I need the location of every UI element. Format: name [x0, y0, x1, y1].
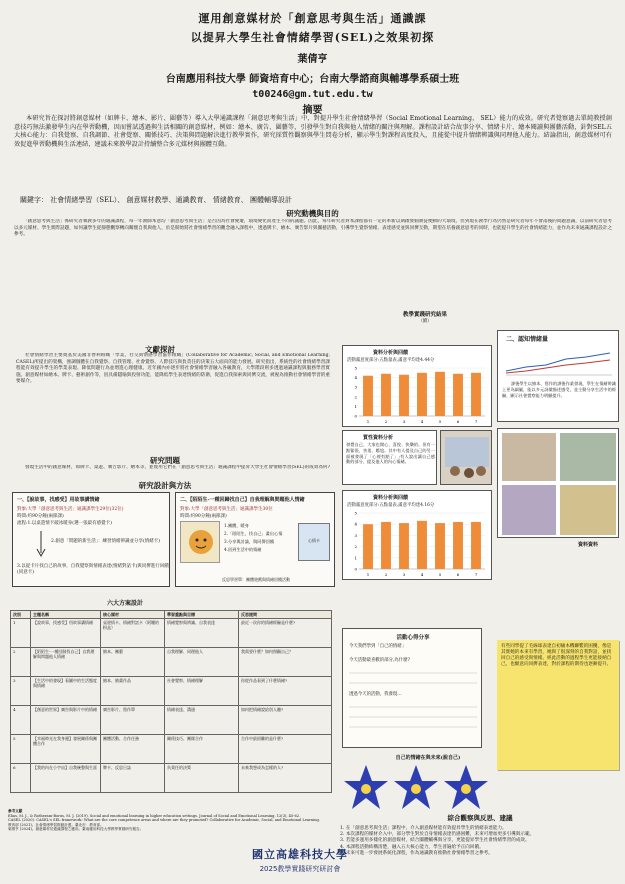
class-photo-1: [440, 430, 492, 485]
photo-label: 資料資料: [578, 542, 599, 548]
y-tick-label: 3: [354, 384, 357, 390]
table-cell: 如何把情緒說給別人聽?: [239, 706, 332, 735]
bar: [363, 376, 373, 416]
worksheet: [342, 628, 482, 748]
abstract-heading: 摘要: [302, 105, 323, 116]
chart-1-svg: [347, 366, 489, 424]
table-cell: 6: [11, 764, 31, 793]
table-cell: 繪本、團藝: [101, 648, 165, 677]
collage-photos-icon: [498, 429, 620, 539]
author: 葉倩亨: [297, 54, 328, 65]
title-line-1: 運用創意媒材於「創意思考與生活」通識課: [198, 12, 427, 25]
conclusion-heading: 綜合觀察與反思、建議: [447, 814, 513, 822]
table-cell: 【幸福時光在我身邊】發展關係與團體合作: [31, 735, 101, 764]
bar: [381, 374, 391, 416]
results-subheading: （續）: [418, 319, 432, 324]
table-cell: 情緒覺察與辨識、自我表達: [165, 619, 239, 648]
bar: [417, 373, 427, 416]
table-header-cell: 主題名稱: [31, 611, 101, 619]
reference-item: 葉倩亨 (2024)。創意媒材於通識課程之應用。臺南應用科技大學教學實踐研究報告。: [8, 827, 144, 831]
flow-box2-step3: 3.分享與討論，與同儕回饋: [224, 539, 275, 544]
table-cell: 自我理解、同理他人: [165, 648, 239, 677]
emotion-star-icon: [444, 765, 488, 809]
table-cell: 未來我想成為怎樣的人?: [239, 764, 332, 793]
table-row: [11, 677, 332, 706]
table-header-cell: 學習重點與目標: [165, 611, 239, 619]
bar: [399, 375, 409, 416]
chart-2-subtitle: 活動滿意度部分:五點量表,滿意平均達4.16分: [347, 503, 435, 508]
x-tick-label: 5: [438, 572, 442, 577]
conclusion-item: 1. 在「創意思考與生活」課程中，介入創意媒材能有效提昇學生的情緒表達能力。: [340, 826, 507, 831]
table-row: [11, 648, 332, 677]
x-tick-label: 2: [384, 572, 388, 577]
keywords-label: 關鍵字：: [20, 196, 48, 204]
x-tick-label: 2: [384, 419, 388, 424]
worksheet-line2: 透過今天的活動，我發現…: [349, 692, 402, 697]
conclusion-item: 2. 本次課程的媒材介入中，部分學生對於自身情緒表達仍感困難，未來可增加更多引導與示範。: [340, 832, 535, 838]
table-cell: 廣告影片、寫作單: [101, 706, 165, 735]
flow-step-3: 3.以從卡片找自己的故事，自我覺察與情緒表達(情緒對話卡)與同儕進行回饋(同意卡): [17, 564, 169, 575]
table-cell: 牌卡、反思日誌: [101, 764, 165, 793]
chart-2-heading: 資料分析與回饋: [373, 495, 409, 501]
feedback-text: 發覺自己、大家也開心、喜悅、快樂的。但有一點緊張、害羞、尷尬。其中有人提及自己的另一面被發現了「心裡有點了」;有人說出讓自己感動的部分、提及他人的內心情緒。: [346, 442, 435, 465]
y-tick-label: 0: [354, 413, 357, 419]
conclusion-item: 5. 未來可進一步發展系統化課程，作為通識教育推動社會情緒學習之參考。: [340, 850, 493, 856]
flow-box2-step2: 2.「陌陌生，找自己」畫出心情: [224, 531, 283, 536]
table-cell: 1: [11, 619, 31, 648]
literature-heading: 文獻探討: [145, 345, 175, 354]
table-cell: 社會覺察、情緒理解: [165, 677, 239, 706]
table-cell: 關係技巧、團隊合作: [165, 735, 239, 764]
conclusion-item: 3. 若能多運用多樣化的創意媒材，結合團體輔導與分享，更能提昇學生社會情緒學習的成效。: [340, 838, 530, 844]
bar: [471, 522, 481, 569]
worksheet-title: 活動心得分享: [396, 635, 430, 641]
flow-box1-title: 一、【說故事，找感受】用故事講情緒: [17, 497, 100, 503]
logo-subtitle: 2025教學實踐研究研討會: [259, 865, 341, 873]
table-cell: 最近一次你的情緒經驗是什麼?: [239, 619, 332, 648]
flow-box2-title: 二、【陌陌生-一種回歸找自己】自我理解與問題他人情緒: [180, 497, 305, 503]
y-tick-label: 4: [354, 375, 357, 381]
motivation-text: 「創意思考與生活」係研究者執教多年的通識課程，每一年教師本意均「創意思考與生活」是否因為社會變遷，環境變化而產生不同的議題。因此，每年研究者對本課程都有一定的革新以期啟發個教徒便動的大環境，但到現在教學行為仍然是研究者每年不會落後的問題意識，以前研究者思考以多元媒材、學生實際話題，如何讓學生從靜態觀察轉向關懷自我與他人，於是開始將社會情緒學習的觀念融入課程中，透過牌卡、繪本、廣告影片與團藝活動，引導學生覺察情緒、表達感受並與同儕互動，期望在培養創意思考的同時，也能提升學生的社會情緒能力，並作為未來通識課程設計之參考。: [14, 219, 612, 238]
x-tick-label: 7: [474, 419, 478, 424]
reference-item: Elias, M. J., & Rotheram-Borus, M. J. (2019). Social and emotional learning in higher education settings. Journal of Social and Emotional Learning, 12(3), 45-62.: [8, 813, 301, 818]
bar: [363, 524, 373, 569]
results-heading: 教學實踐研究結果: [402, 312, 447, 318]
flow-box2-step1: 1.團體，暖身: [224, 523, 249, 528]
learning-text: 課後學生以繪本、寫作的課後作業發現，學生在情緒辨識上更為細膩，能以多元詞彙描述感受，並主動分享生活中的經驗，顯示社會覺察能力明顯提升。: [502, 381, 616, 398]
class-photo-icon: [441, 431, 493, 486]
table-header-row: [11, 611, 332, 619]
worksheet-lines: [349, 665, 477, 743]
photo-collage: [497, 428, 619, 548]
x-tick-label: 6: [456, 419, 460, 424]
table-title: 六大方案設計: [106, 600, 143, 607]
keywords-list: 社會情緒學習（SEL）、 創意媒材教學、通識教育、 情緒教育、 團體輔導設計: [50, 196, 292, 204]
table-header-cell: 反思提問: [239, 611, 332, 619]
table-cell: 團體活動、合作任務: [101, 735, 165, 764]
table-cell: 繪本、繪畫作品: [101, 677, 165, 706]
research-question-heading: 研究問題: [150, 456, 180, 465]
emotion-star-icon: [344, 765, 388, 809]
mood-cards-image: 心情卡: [298, 523, 330, 561]
table-cell: 【生活中的發現】看圖中的生活態度與情緒: [31, 677, 101, 706]
program-table: [10, 610, 332, 793]
table-cell: 2: [11, 648, 31, 677]
university-logo: [200, 846, 400, 882]
emotion-drawings: [342, 763, 492, 819]
feedback-panel: [342, 430, 437, 485]
x-tick-label: 5: [438, 419, 442, 424]
y-tick-label: 3: [354, 532, 357, 538]
flow-box2-step4: 4.回到生活中的情緒: [224, 547, 262, 552]
table-cell: 3: [11, 677, 31, 706]
chart-1-subtitle: 活動滿意度部分:五點量表,滿意平均達4.44分: [347, 358, 435, 363]
table-row: [11, 764, 332, 793]
chart-2-panel: [342, 490, 492, 580]
x-tick-label: 3: [402, 419, 406, 424]
conclusion-item: 4. 本課程活動結構清楚，融入五大核心能力，學生普遍給予正向回饋。: [340, 844, 484, 850]
references: [8, 809, 333, 832]
x-tick-label: 4: [420, 572, 424, 577]
table-cell: 我需要什麼？如何照顧自己？: [239, 648, 332, 677]
emotion-heading: 自己的情緒在與未來(說自己): [395, 755, 461, 761]
flow-box2-line2: 時間:約90分鐘(兩節課): [180, 514, 227, 519]
y-tick-label: 1: [354, 555, 357, 561]
table-cell: 【陌陌生-一種回歸找自己】自我理解與問題他人情緒: [31, 648, 101, 677]
y-tick-label: 4: [354, 521, 357, 527]
flow-box2-caption: 反思學習單：團體遊戲與情緒回饋活動: [222, 577, 290, 582]
table-cell: 5: [11, 735, 31, 764]
bar: [471, 373, 481, 416]
flow-box1-line2: 時間:約90分鐘(兩節課): [17, 514, 64, 519]
research-question: 發現生活中的創意媒材，如牌卡、桌遊、廣告影片、繪本等，並使用它們在「創意思考與生活」通識課程中提昇大學生社會情緒學習(SEL)的成效為何?: [25, 465, 330, 470]
y-tick-label: 5: [354, 366, 357, 371]
keywords: [20, 195, 610, 205]
table-header-cell: 核心媒材: [101, 611, 165, 619]
flow-box2-line1: 對象:大學「創意思考與生活」通識課學生30位: [180, 507, 273, 512]
table-row: [11, 619, 332, 648]
chart-1-heading: 資料分析與回饋: [373, 350, 409, 356]
bar: [417, 521, 427, 569]
logo-name: 國立高雄科技大學: [252, 848, 348, 861]
y-tick-label: 2: [354, 394, 357, 400]
table-header-cell: 次別: [11, 611, 31, 619]
drawing-face-icon: [181, 522, 221, 564]
learning-panel: [497, 330, 619, 422]
table-cell: 合作中最困難的是什麼?: [239, 735, 332, 764]
x-tick-label: 1: [366, 419, 370, 424]
reference-item: CASEL (2020). CASEL's SEL framework: What are the core competence areas and where are they promoted? Collaborative for Academic, Social, and Emotional Learning.: [8, 818, 320, 822]
x-tick-label: 1: [366, 572, 370, 577]
author-email[interactable]: t00246@gm.tut.edu.tw: [252, 89, 373, 100]
y-tick-label: 1: [354, 403, 357, 409]
bar: [453, 522, 463, 569]
learning-line-chart: [506, 347, 612, 377]
feedback-title: 質性資料分析: [363, 435, 394, 441]
flow-box1-line1: 對象:大學「創意思考與生活」通識課學生29位(32位): [17, 507, 124, 512]
flow-drawing-image: [180, 521, 220, 563]
table-cell: 4: [11, 706, 31, 735]
bar: [435, 372, 445, 416]
x-tick-label: 6: [456, 572, 460, 577]
table-cell: 負責任的決策: [165, 764, 239, 793]
y-tick-label: 5: [354, 511, 357, 516]
flow-box-storytelling: [12, 492, 170, 587]
table-cell: 【我的內在小宇宙】自我統整與生涯: [31, 764, 101, 793]
motivation-heading: 研究動機與目的: [286, 209, 339, 218]
table-row: [11, 735, 332, 764]
reference-item: 教育部 (2021)。社會情緒學習推動計畫。臺北市：教育部。: [8, 822, 104, 827]
bar: [435, 523, 445, 569]
flow-box-self-discovery: [175, 492, 335, 587]
bar: [399, 523, 409, 569]
table-cell: 你從作品看到了什麼情緒?: [239, 677, 332, 706]
abstract-text: 本研究旨在探討將創意媒材（如牌卡、繪本、影片、圍藝等）導入大學通識課程「創意思考與生活」中，對提升學生社會情緒學習（Social Emotional Learning， SEL）能力的成效。研究者覺察過去單純教授創意技巧無法激發學生內在學習動機，因而嘗試透過與生活相關的創意媒材，例如：繪本、廣告、圍藝等，引發學生對自我與他人情緒的關注與理解。課程設計結合故事分享、情緒卡片、繪本閱讀與團藝活動，針對SEL五大核心能力：自我覺察、自我調節、社會覺察、關係技巧、決策與問題解決進行教學實作，研究採質性觀察與學生問卷分析，顯示學生對課程高度投入，且能從中提升情緒辨識與同理他人能力。結論指出，創意媒材可有效促進學習動機與生活連結，建議未來教學設計持續整合多元媒材與團體互動。: [14, 115, 612, 149]
method-heading: 研究設計與方法: [138, 481, 192, 490]
flow-arrow-icon: [35, 529, 47, 559]
chart-1-panel: [342, 345, 492, 427]
table-cell: 情緒表達、溝通: [165, 706, 239, 735]
bar: [381, 522, 391, 569]
flow-box1-line3: 流程:1.以桌遊情卡破冰暖身(選一張最有感覺卡): [17, 521, 112, 526]
x-tick-label: 3: [402, 572, 406, 577]
flow-step-2: 2.創意「問題的新生活」：練習情緒辨識並分享(情緒卡): [51, 539, 161, 544]
worksheet-line1: 今天活動最喜歡的部分,為什麼?: [349, 658, 410, 663]
affiliation: 台南應用科技大學 師資培育中心；台南大學諮商與輔導學系碩士班: [165, 74, 460, 85]
references-heading: 參考文獻: [8, 809, 23, 813]
worksheet-subtitle: 今天我們學到「自己的情緒」: [349, 644, 407, 649]
table-cell: 桌遊情卡、情緒對話卡（阿嬤的粉盒）: [101, 619, 165, 648]
table-cell: 【說故事，找感受】用故事講情緒: [31, 619, 101, 648]
chart-2-svg: [347, 511, 489, 577]
title-line-2: 以提昇大學生社會情緒學習(SEL)之效果初探: [190, 31, 435, 44]
literature-text: 社會情緒學習主要奠基於美國非營利組織「學業、社交與情感學習協作組織」(Collaborative for Academic, Social, and Emotional Learning, CASEL)所提出的架構，強調個體在自我覺察、自我管理、社會覺察、人際技巧與負責任的決策五大面向的能力發展。研究指出，系統性的社會情緒學習課程能有效提升學生的學業表現、降低問題行為並增進心理健康。近年國內亦逐步將社會情緒學習融入各級教育，大學階段則多透過通識課程與服務學習實施。創意媒材如繪本、牌卡、藝術創作等，因具備隱喻與投射功能，能降低學生表達情緒的防衛，促進自我探索與同儕交流，被視為推動社會情緒學習的重要媒介。: [16, 353, 330, 385]
emotion-star-icon: [394, 765, 438, 809]
learning-title: 二、認知情緒量: [506, 336, 549, 343]
bar: [453, 374, 463, 416]
x-tick-label: 7: [474, 572, 478, 577]
y-tick-label: 2: [354, 544, 357, 550]
table-row: [11, 706, 332, 735]
reflection-sticky-note: 有些同學提了毛線球表達自初級本機聯繫的困擾，像是其實她的本來有學習，她與了很深刻的自我對話，並找回自己的感受與情緒。經此活動的過程學生更能接納自己，也願意向同儕表達，對於課程的期待也逐漸提升。: [497, 640, 619, 770]
x-tick-label: 4: [420, 419, 424, 424]
table-cell: 【創意的世界】廣告與影片中的情緒: [31, 706, 101, 735]
y-tick-label: 0: [354, 566, 357, 572]
